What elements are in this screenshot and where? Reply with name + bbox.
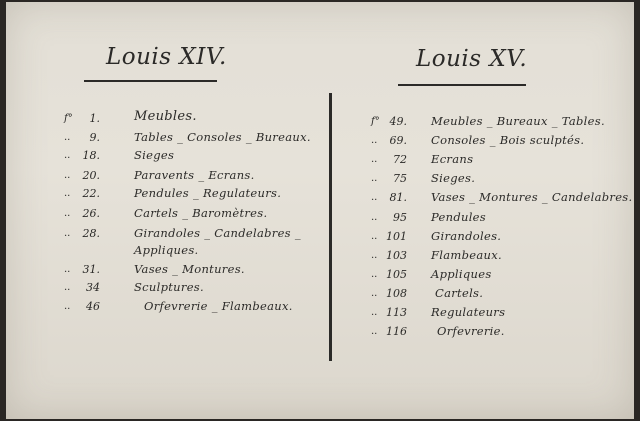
entry-subject: Regulateurs <box>431 305 506 319</box>
folio-number: 103 <box>386 249 407 262</box>
right-entry <box>371 267 631 285</box>
right-entry <box>371 286 631 304</box>
left-entry <box>64 130 324 148</box>
right-column-title: Louis XV. <box>416 46 528 72</box>
folio-mark: .. <box>64 150 71 161</box>
entry-subject: Pendules <box>431 210 486 224</box>
entry-subject: Girandoles. <box>431 229 502 243</box>
right-entry <box>371 229 631 247</box>
entry-subject: Consoles _ Bois sculptés. <box>431 133 585 147</box>
folio-mark: .. <box>64 170 71 181</box>
folio-number: 72 <box>393 153 407 166</box>
left-column-title: Louis XIV. <box>106 44 227 70</box>
folio-mark: .. <box>371 250 378 261</box>
folio-number: 1. <box>89 112 100 125</box>
folio-mark: .. <box>371 231 378 242</box>
left-entry <box>64 148 324 166</box>
folio-mark: f° <box>64 113 73 124</box>
folio-mark: .. <box>371 326 378 337</box>
folio-number: 9. <box>89 131 100 144</box>
right-entry <box>371 324 631 342</box>
entry-subject: Meubles. <box>134 109 197 124</box>
folio-mark: .. <box>371 154 378 165</box>
folio-mark: .. <box>64 208 71 219</box>
entry-subject: Cartels. <box>435 286 484 300</box>
folio-number: 116 <box>386 325 407 338</box>
entry-subject: Ecrans <box>431 152 474 166</box>
folio-number: 101 <box>386 230 407 243</box>
entry-subject: Vases _ Montures _ Candelabres. <box>431 190 633 204</box>
entry-subject: Sculptures. <box>134 280 204 294</box>
right-entry <box>371 114 631 132</box>
folio-mark: .. <box>371 192 378 203</box>
folio-number: 28. <box>82 227 100 240</box>
left-entry <box>64 186 324 204</box>
entry-subject: Orfevrerie _ Flambeaux. <box>144 299 293 313</box>
folio-mark: .. <box>64 301 71 312</box>
folio-number: 18. <box>82 149 100 162</box>
right-entry <box>371 305 631 323</box>
folio-mark: .. <box>371 269 378 280</box>
entry-subject: Sieges <box>134 148 175 162</box>
entry-subject: Meubles _ Bureaux _ Tables. <box>431 114 605 128</box>
folio-mark: .. <box>371 173 378 184</box>
folio-number: 20. <box>82 169 100 182</box>
right-entry <box>371 210 631 228</box>
folio-number: 49. <box>389 115 407 128</box>
left-entry <box>64 206 324 224</box>
left-entry <box>64 280 324 298</box>
folio-number: 31. <box>82 263 100 276</box>
right-entry <box>371 248 631 266</box>
folio-number: 81. <box>389 191 407 204</box>
folio-number: 22. <box>82 187 100 200</box>
folio-number: 34 <box>86 281 100 294</box>
left-entry <box>64 226 324 244</box>
right-entry <box>371 152 631 170</box>
folio-mark: .. <box>371 288 378 299</box>
entry-subject: Tables _ Consoles _ Bureaux. <box>134 130 311 144</box>
left-title-underline <box>84 80 217 82</box>
folio-mark: .. <box>371 307 378 318</box>
folio-number: 69. <box>389 134 407 147</box>
entry-subject: Sieges. <box>431 171 476 185</box>
folio-number: 75 <box>393 172 407 185</box>
folio-number: 105 <box>386 268 407 281</box>
left-entry <box>64 111 324 129</box>
entry-subject: Paravents _ Ecrans. <box>134 168 255 182</box>
entry-subject: Appliques <box>431 267 492 281</box>
folio-number: 46 <box>86 300 100 313</box>
entry-subject: Vases _ Montures. <box>134 262 245 276</box>
folio-mark: .. <box>371 212 378 223</box>
folio-number: 26. <box>82 207 100 220</box>
entry-subject: Pendules _ Regulateurs. <box>134 186 282 200</box>
folio-number: 113 <box>386 306 407 319</box>
entry-subject: Orfevrerie. <box>437 324 505 338</box>
folio-mark: .. <box>371 135 378 146</box>
folio-mark: .. <box>64 228 71 239</box>
entry-subject: Cartels _ Baromètres. <box>134 206 268 220</box>
entry-subject-continuation: Appliques. <box>134 243 199 257</box>
folio-mark: .. <box>64 264 71 275</box>
right-entry <box>371 190 631 208</box>
index-page <box>6 2 634 419</box>
folio-number: 95 <box>393 211 407 224</box>
folio-number: 108 <box>386 287 407 300</box>
column-divider <box>329 93 332 361</box>
right-title-underline <box>398 84 526 86</box>
folio-mark: .. <box>64 282 71 293</box>
left-entry <box>64 299 324 317</box>
folio-mark: .. <box>64 188 71 199</box>
folio-mark: .. <box>64 132 71 143</box>
right-entry <box>371 133 631 151</box>
folio-mark: f° <box>371 116 380 127</box>
entry-subject: Girandoles _ Candelabres _ <box>134 226 301 240</box>
left-entry <box>64 168 324 186</box>
right-entry <box>371 171 631 189</box>
entry-subject: Flambeaux. <box>431 248 502 262</box>
left-entry <box>64 262 324 280</box>
